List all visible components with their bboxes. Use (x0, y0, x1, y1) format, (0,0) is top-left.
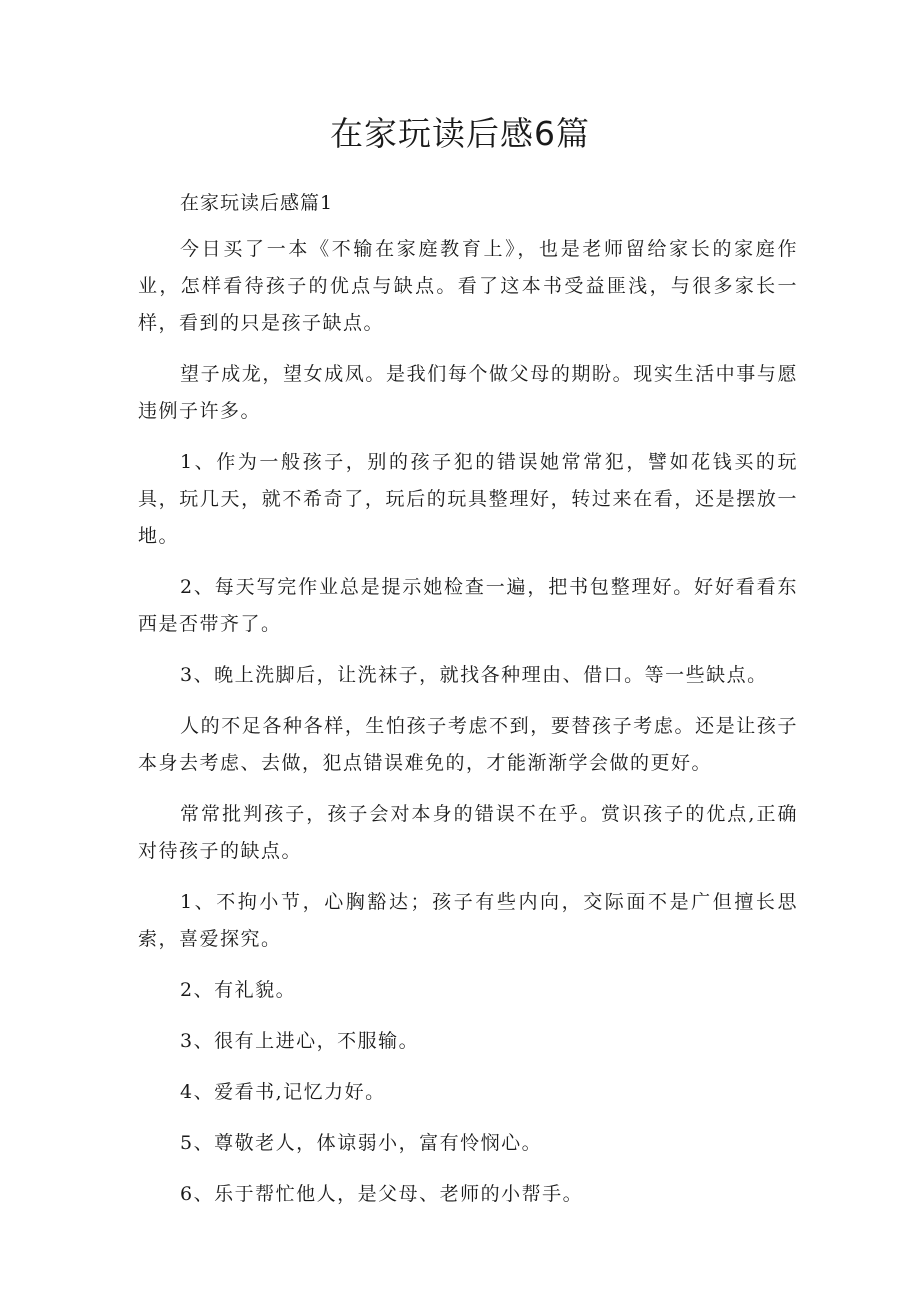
section-heading: 在家玩读后感篇1 (180, 192, 334, 214)
paragraph: 常常批判孩子，孩子会对本身的错误不在乎。赏识孩子的优点,正确对待孩子的缺点。 (138, 803, 798, 862)
paragraph: 人的不足各种各样，生怕孩子考虑不到，要替孩子考虑。还是让孩子本身去考虑、去做，犯点错误难免的，才能渐渐学会做的更好。 (138, 715, 798, 774)
paragraph: 今日买了一本《不输在家庭教育上》，也是老师留给家长的家庭作业，怎样看待孩子的优点与缺点。看了这本书受益匪浅，与很多家长一样，看到的只是孩子缺点。 (138, 238, 798, 334)
paragraph: 2、有礼貌。 (180, 979, 297, 1001)
paragraph: 3、很有上进心，不服输。 (180, 1030, 420, 1052)
paragraph: 4、爱看书,记忆力好。 (180, 1081, 386, 1103)
document-title: 在家玩读后感6篇 (330, 114, 590, 153)
paragraph: 望子成龙，望女成凤。是我们每个做父母的期盼。现实生活中事与愿违例子许多。 (138, 363, 798, 422)
paragraph: 3、晚上洗脚后，让洗袜子，就找各种理由、借口。等一些缺点。 (180, 664, 768, 686)
paragraph: 1、不拘小节，心胸豁达；孩子有些内向，交际面不是广但擅长思索，喜爱探究。 (138, 891, 798, 950)
paragraph: 2、每天写完作业总是提示她检查一遍，把书包整理好。好好看看东西是否带齐了。 (138, 576, 798, 635)
paragraph: 5、尊敬老人，体谅弱小，富有怜悯心。 (180, 1132, 543, 1154)
document-body (138, 231, 798, 1227)
paragraph: 1、作为一般孩子，别的孩子犯的错误她常常犯，譬如花钱买的玩具，玩几天，就不希奇了，玩后的玩具整理好，转过来在看，还是摆放一地。 (138, 451, 798, 547)
paragraph: 6、乐于帮忙他人，是父母、老师的小帮手。 (180, 1183, 584, 1205)
